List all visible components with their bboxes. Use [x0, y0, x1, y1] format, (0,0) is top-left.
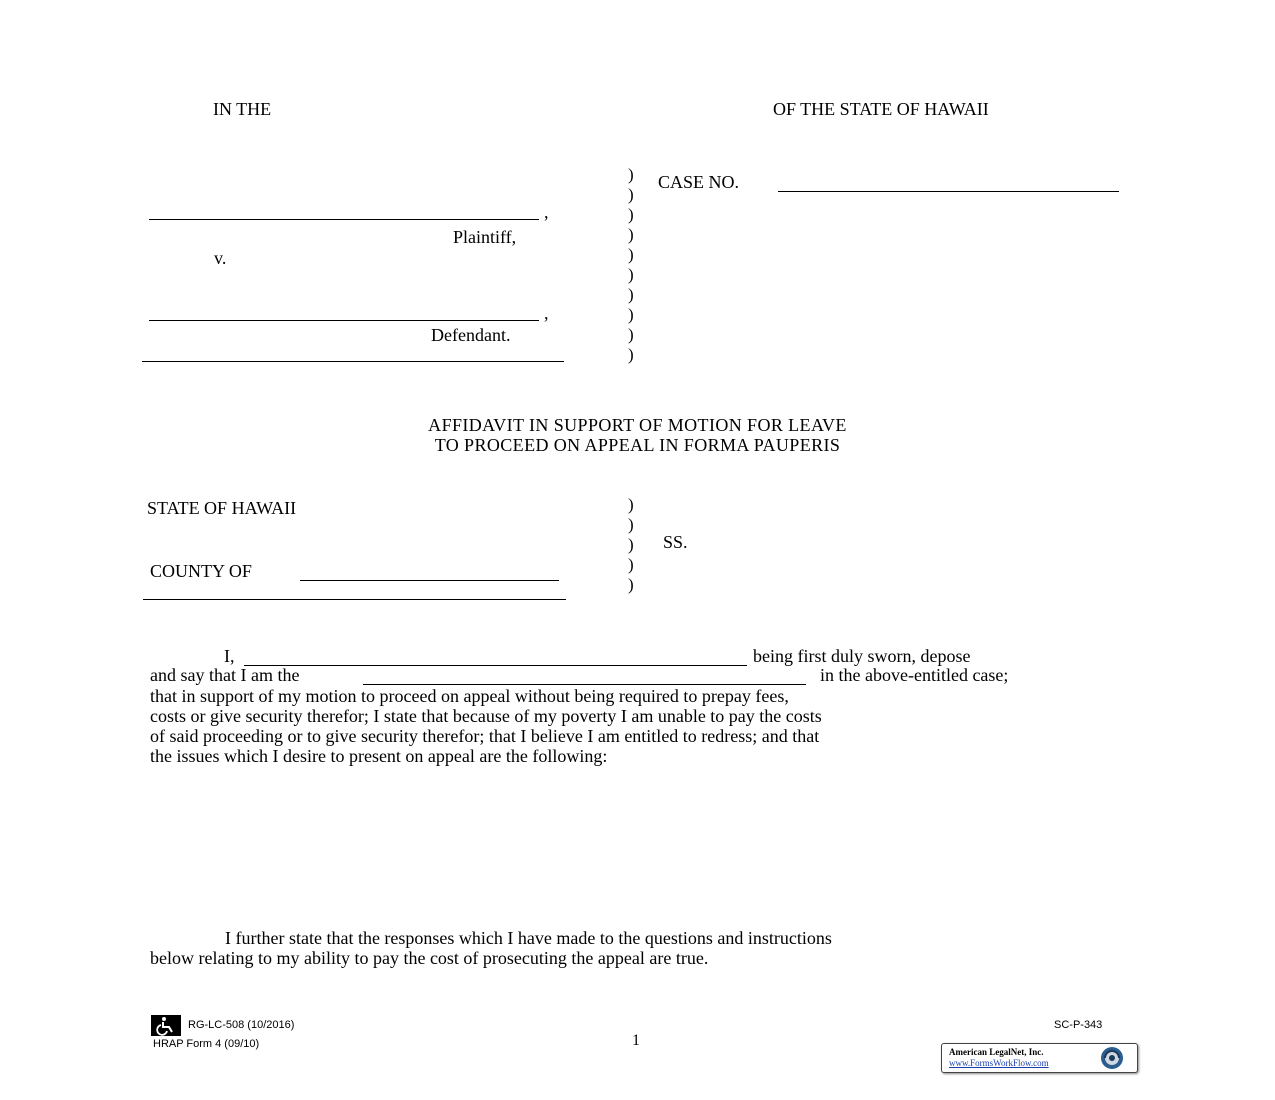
plaintiff-comma: ,: [544, 202, 549, 222]
vendor-logo[interactable]: [941, 1043, 1138, 1073]
plaintiff-label: Plaintiff,: [453, 227, 517, 247]
title-line-2: TO PROCEED ON APPEAL IN FORMA PAUPERIS: [434, 435, 841, 455]
sc-code: SC-P-343: [1054, 1019, 1103, 1031]
affiant-name-field[interactable]: [244, 665, 747, 666]
vendor-name: American LegalNet, Inc.: [949, 1047, 1044, 1057]
page-number: 1: [632, 1032, 640, 1049]
p1-after-name: being first duly sworn, depose: [753, 646, 971, 666]
caption-parens: ) ) ) ) ) ) ) ) ) ): [628, 165, 634, 364]
p1-after-role: in the above-entitled case;: [820, 665, 1009, 685]
p2-line-2: below relating to my ability to pay the cost of prosecuting the appeal are true.: [150, 948, 709, 968]
p1-line-4: costs or give security therefor; I state that because of my poverty I am unable to pay the costs: [150, 706, 822, 726]
vendor-url[interactable]: www.FormsWorkFlow.com: [949, 1058, 1049, 1068]
hrap-form: HRAP Form 4 (09/10): [153, 1038, 260, 1050]
p1-and-say: and say that I am the: [150, 665, 300, 685]
affiant-i: I,: [224, 646, 235, 666]
venue-state: STATE OF HAWAII: [147, 498, 297, 518]
defendant-name-line[interactable]: [149, 320, 539, 321]
title-line-1: AFFIDAVIT IN SUPPORT OF MOTION FOR LEAVE: [428, 415, 847, 435]
case-no-label: CASE NO.: [658, 172, 740, 192]
case-no-field[interactable]: [778, 191, 1119, 192]
plaintiff-name-line[interactable]: [149, 219, 539, 220]
form-code: RG-LC-508 (10/2016): [188, 1019, 295, 1031]
accessibility-icon: [151, 1015, 181, 1036]
court-prefix: IN THE: [213, 99, 272, 119]
affiant-role-field[interactable]: [363, 684, 806, 685]
defendant-label: Defendant.: [431, 325, 511, 345]
caption-bottom-rule: [142, 361, 564, 362]
venue-parens: ) ) ) ) ): [628, 495, 634, 594]
venue-bottom-rule: [143, 599, 566, 600]
p2-line-1: I further state that the responses which I have made to the questions and instructions: [225, 928, 832, 948]
county-field[interactable]: [300, 580, 559, 581]
p1-line-6: the issues which I desire to present on appeal are the following:: [150, 746, 608, 766]
globe-icon: [1100, 1046, 1124, 1070]
versus-label: v.: [214, 248, 227, 268]
ss-label: SS.: [663, 532, 688, 552]
county-label: COUNTY OF: [150, 561, 252, 581]
p1-line-3: that in support of my motion to proceed on appeal without being required to prepay fees,: [150, 686, 789, 706]
court-suffix: OF THE STATE OF HAWAII: [773, 99, 989, 119]
defendant-comma: ,: [544, 303, 549, 323]
p1-line-5: of said proceeding or to give security therefor; that I believe I am entitled to redress; and that: [150, 726, 820, 746]
